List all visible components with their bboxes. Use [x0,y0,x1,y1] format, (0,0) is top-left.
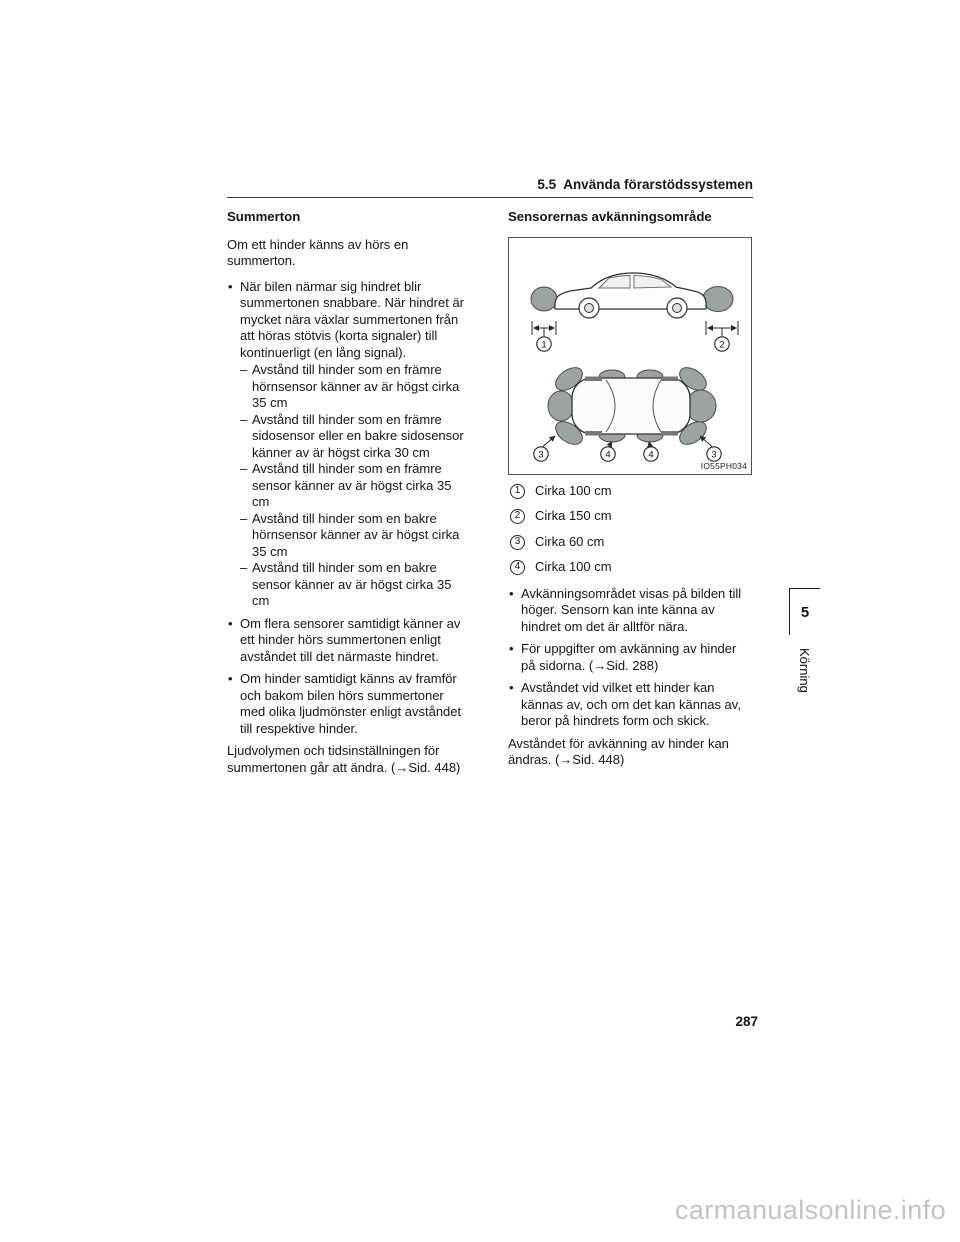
sensor-coverage-figure [508,237,752,475]
bullet-item: • Avståndet vid vilket ett hinder kan kännas av, och om det kan kännas av, beror på hindrets form och skick. [508,680,754,730]
legend-text: Cirka 100 cm [535,559,612,575]
chapter-label: Körning [797,648,812,693]
callout-3: 3 [538,449,544,461]
legend-item [510,483,754,500]
dash-list [240,362,467,610]
car-top-view [548,363,716,449]
bullet-item: • Om flera sensorer samtidigt känner av ett hinder hörs summertonen enligt avståndet till det närmaste hindret. [227,616,467,666]
outro-paragraph: Avståndet för avkänning av hinder kan ändras. (→Sid. 448) [508,735,729,768]
section-header: 5.5 Använda förarstödssystemen [537,177,753,192]
intro-paragraph: Om ett hinder känns av hörs en summerton. [227,236,409,269]
callout-1: 1 [541,339,547,351]
header-rule [227,197,753,198]
legend-text: Cirka 60 cm [535,533,605,549]
outro-paragraph: Ljudvolymen och tidsinställningen för summertonen går att ändra. (→Sid. 448) [227,743,461,775]
legend-item [510,559,754,576]
legend-text: Cirka 150 cm [535,508,612,524]
legend-item [510,534,754,551]
dash-item: – Avstånd till hinder som en främre sidosensor eller en bakre sidosensor känner av är högst cirka 30 cm [240,412,467,462]
chapter-number: 5 [789,588,820,635]
right-heading: Sensorernas avkänningsområde [508,209,712,224]
bullet-item: • Om hinder samtidigt känns av framför och bakom bilen hörs summertoner med olika ljudmönster enligt avståndet till respektive hinder. [227,671,467,737]
car-side-view [531,273,733,318]
figure-code: IO55PH034 [700,460,747,471]
legend-text: Cirka 100 cm [535,482,612,498]
legend-callout-3: 3 [510,535,525,550]
legend-callout-2: 2 [510,509,525,524]
chapter-tab [789,588,820,693]
watermark: carmanualsonline.info [674,1195,946,1225]
legend-item [510,508,754,525]
dash-item: – Avstånd till hinder som en bakre sensor känner av är högst cirka 35 cm [240,560,467,610]
dimension-lines [532,321,738,336]
callout-4: 4 [648,449,654,461]
dash-item: – Avstånd till hinder som en främre sensor känner av är högst cirka 35 cm [240,461,467,511]
page-number: 287 [735,1014,758,1029]
bullet-item [227,279,467,610]
legend-callout-4: 4 [510,560,525,575]
left-heading: Summerton [227,209,301,224]
bullet-item: • För uppgifter om avkänning av hinder på sidorna. (→Sid. 288) [508,641,754,674]
sensor-diagram [509,238,751,474]
legend-callout-1: 1 [510,484,525,499]
left-column [227,209,467,785]
right-column [508,209,754,778]
figure-legend [510,483,754,576]
bullet-text: När bilen närmar sig hindret blir summertonen snabbare. När hindret är mycket nära växlar summertonen från att höras stötvis (korta signaler) till kontinuerligt (en lång signal). [240,278,465,360]
callout-3: 3 [711,449,717,461]
callout-2: 2 [719,339,725,351]
dash-item: – Avstånd till hinder som en bakre hörnsensor känner av är högst cirka 35 cm [240,511,467,561]
side-view-callouts [537,337,729,351]
callout-4: 4 [605,449,611,461]
dash-item: – Avstånd till hinder som en främre hörnsensor känner av är högst cirka 35 cm [240,362,467,412]
chapter-label-wrap [789,648,820,693]
bullet-item: • Avkänningsområdet visas på bilden till höger. Sensorn kan inte känna av hindret om det är alltför nära. [508,586,754,636]
